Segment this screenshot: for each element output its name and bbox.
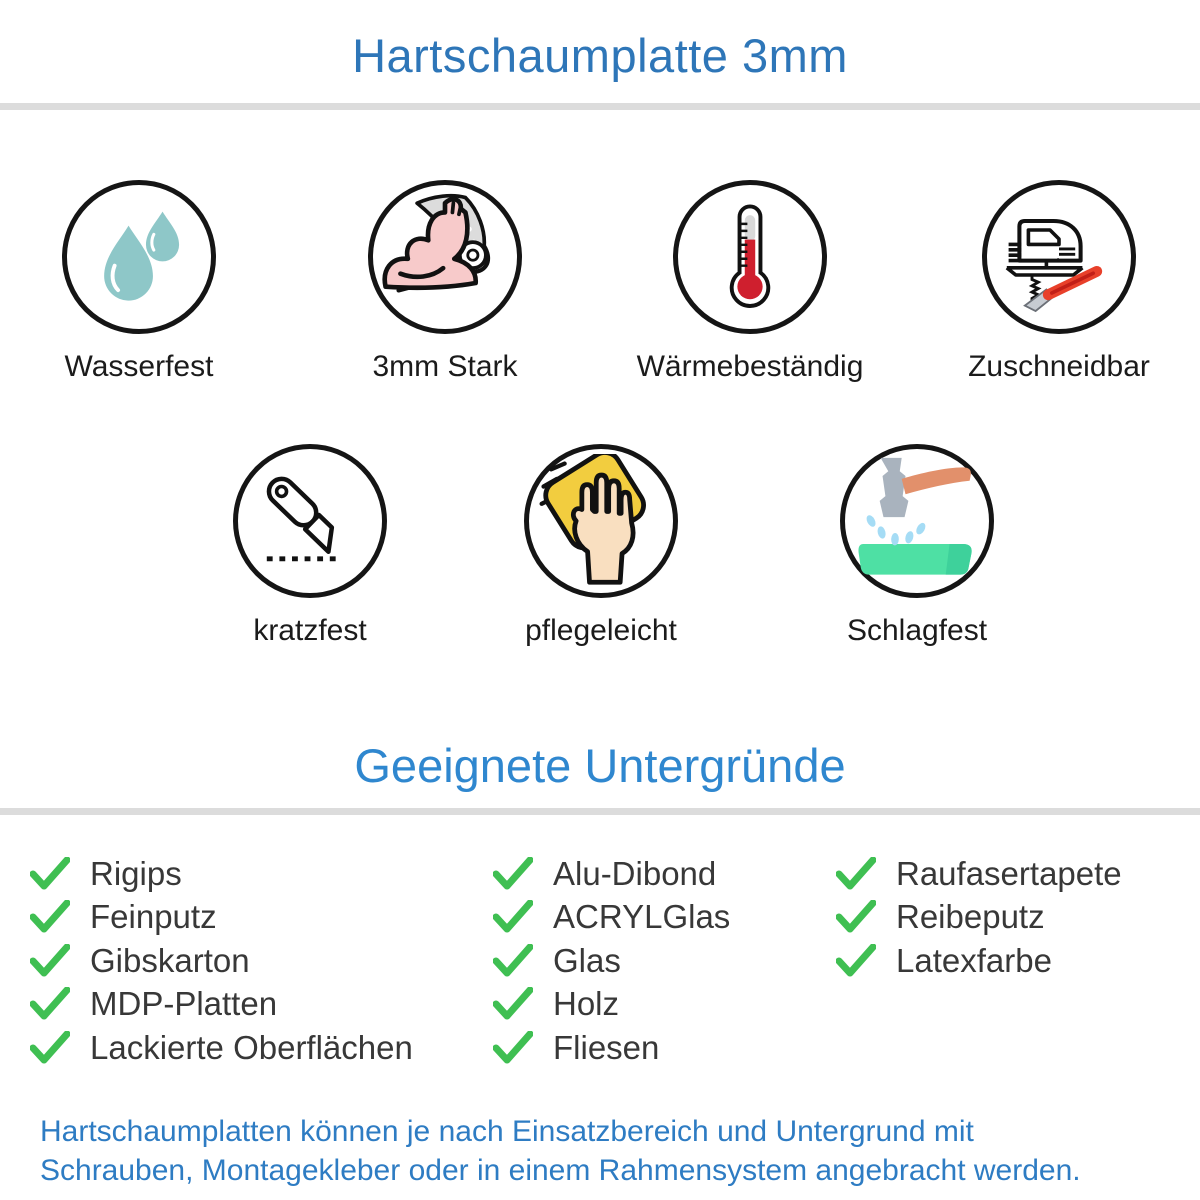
check-icon <box>493 857 533 891</box>
thermometer-icon <box>673 180 827 334</box>
substrate-item <box>493 939 730 983</box>
substrate-label: Lackierte Oberflächen <box>90 1028 413 1066</box>
substrate-label: Alu-Dibond <box>553 854 717 892</box>
check-icon <box>30 944 70 978</box>
water-drops-icon <box>62 180 216 334</box>
substrate-item <box>493 1026 730 1070</box>
substrate-label: Fliesen <box>553 1028 660 1066</box>
feature-label: kratzfest <box>253 614 367 647</box>
feature-label: 3mm Stark <box>372 350 518 383</box>
substrate-label: Holz <box>553 985 620 1023</box>
divider-top <box>0 103 1200 110</box>
divider-middle <box>0 808 1200 815</box>
feature-item <box>160 444 460 648</box>
substrates-column-2 <box>493 852 730 1070</box>
substrate-item <box>493 983 730 1027</box>
check-icon <box>836 857 876 891</box>
utility-knife-icon <box>233 444 387 598</box>
substrate-item <box>30 852 413 896</box>
hammer-impact-icon <box>840 444 994 598</box>
substrate-item <box>836 852 1122 896</box>
flexed-bicep-roll-icon <box>368 180 522 334</box>
substrate-label: Rigips <box>90 854 182 892</box>
feature-label: Wasserfest <box>64 350 214 383</box>
page-title: Hartschaumplatte 3mm <box>352 29 848 82</box>
substrate-label: ACRYLGlas <box>553 898 731 936</box>
feature-item <box>0 180 289 384</box>
check-icon <box>836 944 876 978</box>
check-icon <box>30 987 70 1021</box>
substrates-column-1 <box>30 852 413 1070</box>
substrate-label: MDP-Platten <box>90 985 278 1023</box>
substrates-column-3 <box>836 852 1122 983</box>
substrate-item <box>30 1026 413 1070</box>
feature-item <box>451 444 751 648</box>
feature-label: pflegeleicht <box>525 614 677 647</box>
substrate-label: Reibeputz <box>896 898 1045 936</box>
check-icon <box>30 857 70 891</box>
substrate-item <box>30 983 413 1027</box>
substrate-label: Raufasertapete <box>896 854 1122 892</box>
check-icon <box>493 944 533 978</box>
substrate-label: Latexfarbe <box>896 941 1052 979</box>
substrate-item <box>30 896 413 940</box>
feature-label: Schlagfest <box>846 614 988 647</box>
check-icon <box>836 900 876 934</box>
check-icon <box>493 900 533 934</box>
substrates-heading: Geeignete Untergründe <box>354 739 846 792</box>
feature-label: Zuschneidbar <box>968 350 1150 383</box>
substrate-label: Feinputz <box>90 898 217 936</box>
substrate-label: Glas <box>553 941 621 979</box>
footer-line: Schrauben, Montagekleber oder in einem Rahmensystem angebracht werden. <box>40 1154 1081 1187</box>
check-icon <box>30 1031 70 1065</box>
check-icon <box>493 1031 533 1065</box>
hand-cloth-icon <box>524 444 678 598</box>
substrate-item <box>493 896 730 940</box>
jigsaw-cutter-icon <box>982 180 1136 334</box>
substrate-item <box>30 939 413 983</box>
feature-item <box>600 180 900 384</box>
feature-label: Wärmebeständig <box>636 350 864 383</box>
feature-item <box>767 444 1067 648</box>
substrate-item <box>493 852 730 896</box>
check-icon <box>30 900 70 934</box>
feature-item <box>909 180 1200 384</box>
substrate-item <box>836 939 1122 983</box>
footer-note <box>40 1112 1180 1190</box>
check-icon <box>493 987 533 1021</box>
footer-line: Hartschaumplatten können je nach Einsatzbereich und Untergrund mit <box>40 1115 974 1148</box>
substrate-item <box>836 896 1122 940</box>
substrate-label: Gibskarton <box>90 941 250 979</box>
feature-item <box>295 180 595 384</box>
